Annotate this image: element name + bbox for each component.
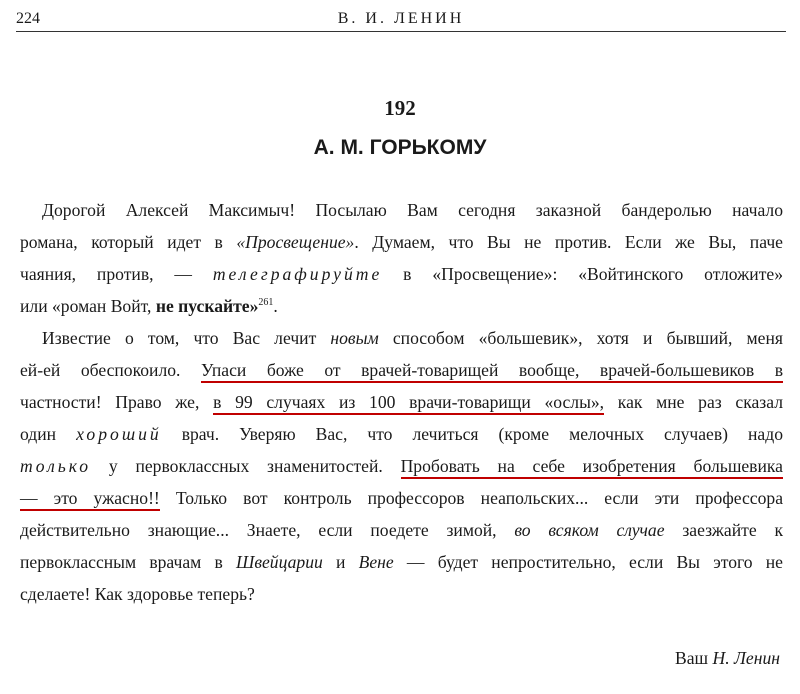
text-span: . <box>273 296 278 316</box>
text-line <box>20 578 783 610</box>
letter-addressee: А. М. ГОРЬКОМУ <box>313 136 487 159</box>
text-line <box>20 226 783 258</box>
text-line <box>20 194 783 226</box>
text-span: Только вот контроль профессоров неапольских... если эти профессора <box>159 488 783 508</box>
text-line <box>20 322 783 354</box>
underlined-text: Пробовать на себе изобретения большевика <box>401 456 783 479</box>
text-span: способом «большевик», хотя и бывший, меня <box>378 328 783 348</box>
italic-text: новым <box>330 328 379 348</box>
signature-prefix: Ваш <box>675 648 713 668</box>
signature <box>675 648 780 669</box>
text-line <box>20 386 783 418</box>
text-span: в «Просвещение»: «Войтинского отложите» <box>382 264 783 284</box>
letter-number: 192 <box>384 96 416 120</box>
spaced-italic-text: телеграфируйте <box>212 264 383 284</box>
text-span: . Думаем, что Вы не против. Если же Вы, паче <box>354 232 783 252</box>
text-span: чаяния, против, — <box>20 264 213 284</box>
italic-text: Вене <box>358 552 394 572</box>
text-line <box>20 290 783 322</box>
letter-body <box>20 194 783 610</box>
underlined-text: в 99 случаях из 100 врачи-товарищи «ослы», <box>213 392 604 415</box>
underlined-text: Упаси боже от врачей-товарищей вообще, врачей-большевиков в <box>201 360 783 383</box>
text-span: первоклассным врачам в <box>20 552 237 572</box>
header-rule <box>16 31 786 32</box>
text-line <box>20 546 783 578</box>
text-span: сделаете! Как здоровье теперь? <box>20 584 255 604</box>
signature-name: Н. Ленин <box>712 648 780 668</box>
text-span: — будет непростительно, если Вы этого не <box>393 552 783 572</box>
page-header <box>16 4 786 32</box>
text-span: Дорогой Алексей Максимыч! Посылаю Вам сегодня заказной бандеролью начало <box>42 200 783 220</box>
text-span: и <box>322 552 359 572</box>
text-span: ей-ей обеспокоило. <box>20 360 201 380</box>
text-line <box>20 258 783 290</box>
text-span: как мне раз сказал <box>604 392 783 412</box>
text-line <box>20 354 783 386</box>
text-line <box>20 514 783 546</box>
text-span: или «роман Войт, <box>20 296 156 316</box>
text-span: Известие о том, что Вас лечит <box>42 328 331 348</box>
spaced-italic-text: только <box>20 456 92 476</box>
text-span: частности! Право же, <box>20 392 214 412</box>
page-number: 224 <box>16 10 40 27</box>
bold-text: не пускайте» <box>155 296 259 316</box>
spaced-italic-text: хороший <box>76 424 162 444</box>
italic-text: Швейцарии <box>236 552 323 572</box>
italic-text: во всяком случае <box>514 520 665 540</box>
text-span: врач. Уверяю Вас, что лечиться (кроме мелочных случаев) надо <box>161 424 783 444</box>
running-head: В. И. ЛЕНИН <box>337 10 465 27</box>
text-span: один <box>20 424 77 444</box>
underlined-text: — это ужасно!! <box>20 488 160 511</box>
italic-text: «Просвещение» <box>236 232 355 252</box>
text-span: заезжайте к <box>664 520 783 540</box>
text-line <box>20 482 783 514</box>
text-span: действительно знающие... Знаете, если поедете зимой, <box>20 520 515 540</box>
footnote-reference[interactable]: 261 <box>258 297 274 308</box>
text-line <box>20 418 783 450</box>
text-span: романа, который идет в <box>20 232 237 252</box>
text-span: у первоклассных знаменитостей. <box>91 456 401 476</box>
text-line <box>20 450 783 482</box>
